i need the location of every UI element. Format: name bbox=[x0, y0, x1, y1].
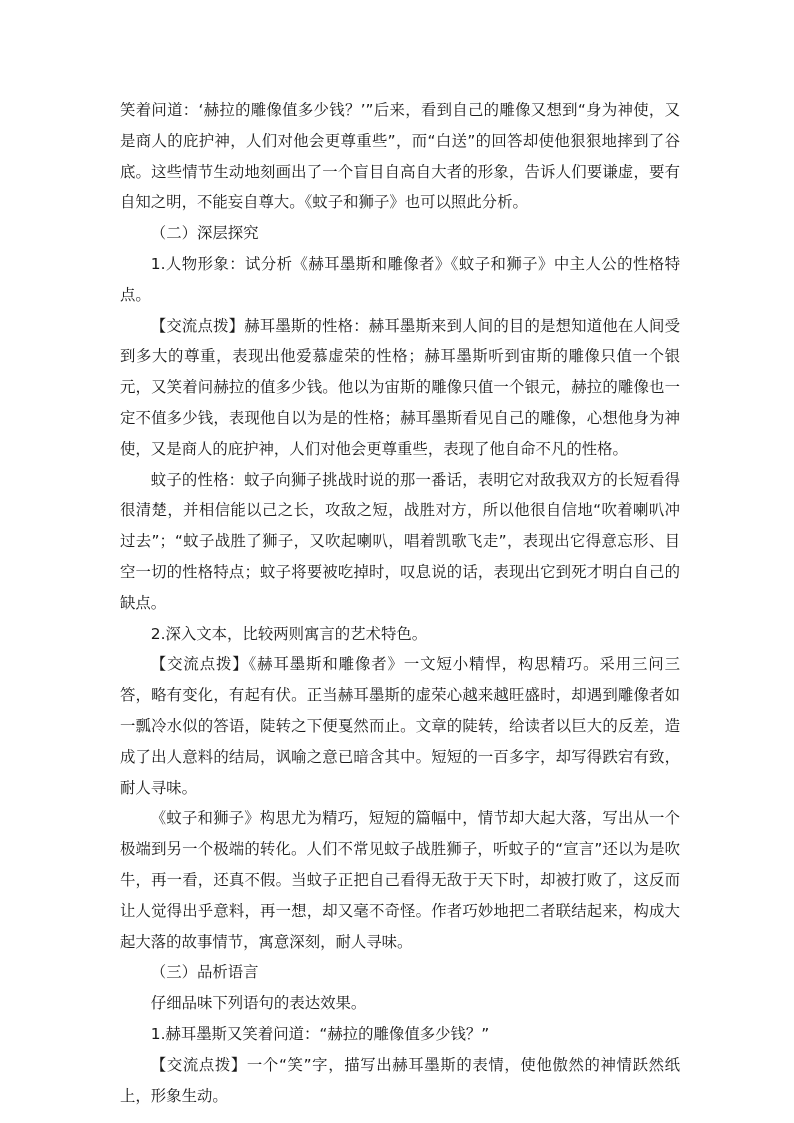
document-page bbox=[120, 95, 680, 1111]
answer-mosquito-artistic: 《蚊子和狮子》构思尤为精巧，短短的篇幅中，情节却大起大落，写出从一个极端到另一个极端的转化。人们不常见蚊子战胜狮子，听蚊子的“宣言”还以为是吹牛，再一看，还真不假。当蚊子正把自己看得无敌于天下时，却被打败了，这反而让人觉得出乎意料，再一想，却又毫不奇怪。作者巧妙地把二者联结起来，构成大起大落的故事情节，寓意深刻，耐人寻味。 bbox=[120, 809, 680, 951]
question-character-image: 1.人物形象：试分析《赫耳墨斯和雕像者》《蚊子和狮子》中主人公的性格特点。 bbox=[120, 254, 680, 304]
answer-hermes-artistic: 【交流点拨】《赫耳墨斯和雕像者》一文短小精悍，构思精巧。采用三问三答，略有变化，有起有伏。正当赫耳墨斯的虚荣心越来越旺盛时，却遇到雕像者如一瓢冷水似的答语，陡转之下便戛然而止。文章的陡转，给读者以巨大的反差，造成了出人意料的结局，讽喻之意已暗含其中。短短的一百多字，却写得跌宕有致，耐人寻味。 bbox=[120, 655, 680, 797]
language-instruction: 仔细品味下列语句的表达效果。 bbox=[150, 994, 367, 1013]
paragraph-continuation: 笑着问道：‘赫拉的雕像值多少钱？’”后来，看到自己的雕像又想到“身为神使，又是商人的庇护神，人们对他会更尊重些”，而“白送”的回答却使他狠狠地摔到了谷底。这些情节生动地刻画出了一个盲目自高自大者的形象，告诉人们要谦虚，要有自知之明，不能妄自尊大。《蚊子和狮子》也可以照此分析。 bbox=[120, 101, 680, 212]
answer-mosquito-character: 蚊子的性格：蚊子向狮子挑战时说的那一番话，表明它对敌我双方的长短看得很清楚，并相信能以己之长，攻敌之短，战胜对方，所以他很自信地“吹着喇叭冲过去”；“蚊子战胜了狮子，又吹起喇叭，唱着凯歌飞走”，表现出它得意忘形、目空一切的性格特点；蚊子将要被吃掉时，叹息说的话，表现出它到死才明白自己的缺点。 bbox=[120, 470, 680, 612]
question-artistic-features: 2.深入文本，比较两则寓言的艺术特色。 bbox=[150, 624, 428, 643]
answer-hermes-character: 【交流点拨】赫耳墨斯的性格：赫耳墨斯来到人间的目的是想知道他在人间受到多大的尊重，表现出他爱慕虚荣的性格；赫耳墨斯听到宙斯的雕像只值一个银元，又笑着问赫拉的值多少钱。他以为宙斯的雕像只值一个银元，赫拉的雕像也一定不值多少钱，表现他自以为是的性格；赫耳墨斯看见自己的雕像，心想他身为神使，又是商人的庇护神，人们对他会更尊重些，表现了他自命不凡的性格。 bbox=[120, 316, 680, 458]
section-heading-deep-inquiry: （二）深层探究 bbox=[150, 224, 259, 243]
section-heading-language: （三）品析语言 bbox=[150, 963, 259, 982]
answer-language-1: 【交流点拨】一个“笑”字，描写出赫耳墨斯的表情，使他傲然的神情跃然纸上，形象生动。 bbox=[120, 1055, 680, 1105]
language-sentence-1: 1.赫耳墨斯又笑着问道：“赫拉的雕像值多少钱？” bbox=[150, 1024, 490, 1043]
